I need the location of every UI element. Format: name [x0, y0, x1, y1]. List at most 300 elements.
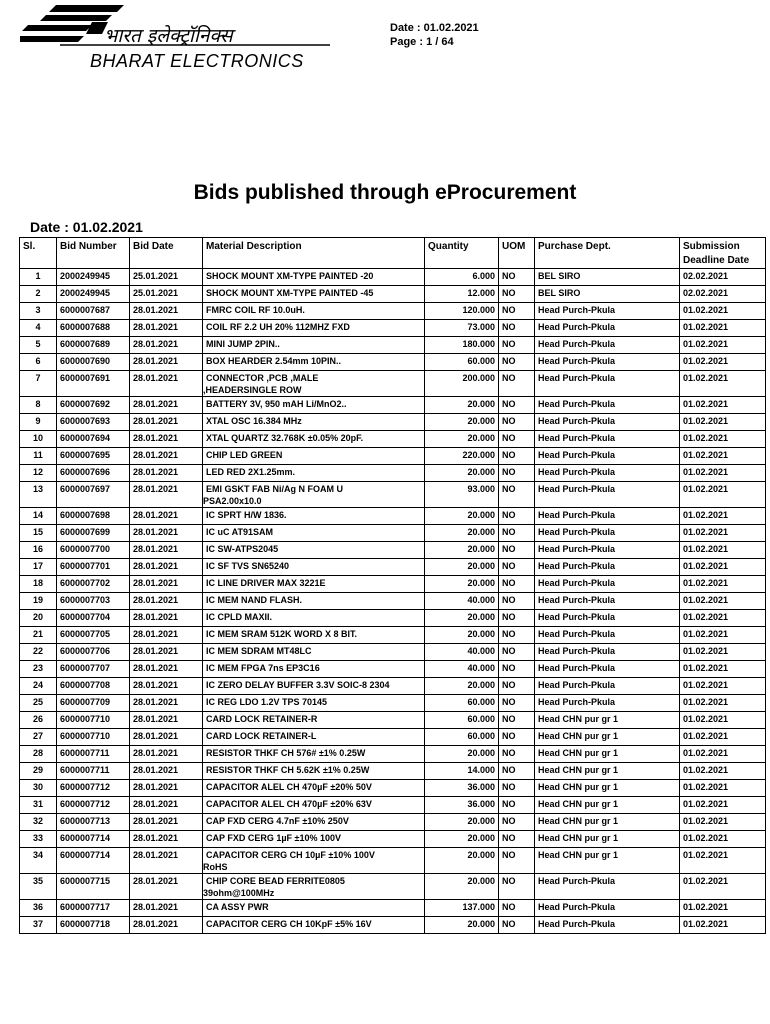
cell-material-description: [203, 780, 425, 797]
cell-bid-date: 28.01.2021: [130, 610, 203, 627]
cell-sl: 15: [20, 525, 57, 542]
cell-material-description: [203, 695, 425, 712]
cell-submission-deadline: 01.02.2021: [680, 678, 766, 695]
table-row: [20, 831, 766, 848]
cell-quantity: 20.000: [425, 627, 499, 644]
table-row: [20, 695, 766, 712]
cell-sl: 25: [20, 695, 57, 712]
table-row: [20, 661, 766, 678]
cell-bid-number: 2000249945: [57, 269, 130, 286]
description-line: CAPACITOR ALEL CH 470µF ±20% 50V: [206, 782, 372, 792]
cell-quantity: 20.000: [425, 414, 499, 431]
cell-sl: 13: [20, 482, 57, 508]
cell-quantity: 20.000: [425, 465, 499, 482]
cell-purchase-dept: Head Purch-Pkula: [535, 559, 680, 576]
cell-submission-deadline: 01.02.2021: [680, 559, 766, 576]
table-row: [20, 780, 766, 797]
table-row: [20, 465, 766, 482]
cell-submission-deadline: 01.02.2021: [680, 780, 766, 797]
cell-quantity: 20.000: [425, 874, 499, 900]
cell-bid-number: 6000007697: [57, 482, 130, 508]
cell-quantity: 20.000: [425, 431, 499, 448]
description-line: MINI JUMP 2PIN..: [206, 339, 280, 349]
cell-uom: NO: [499, 729, 535, 746]
cell-submission-deadline: 01.02.2021: [680, 431, 766, 448]
cell-quantity: 14.000: [425, 763, 499, 780]
cell-bid-number: 6000007713: [57, 814, 130, 831]
bids-table-body: [20, 269, 766, 934]
cell-submission-deadline: 01.02.2021: [680, 831, 766, 848]
cell-submission-deadline: 01.02.2021: [680, 414, 766, 431]
cell-bid-date: 28.01.2021: [130, 874, 203, 900]
description-line: IC MEM NAND FLASH.: [206, 595, 302, 605]
page-title: Bids published through eProcurement: [193, 181, 577, 204]
cell-purchase-dept: Head Purch-Pkula: [535, 661, 680, 678]
table-row: [20, 746, 766, 763]
cell-bid-date: 28.01.2021: [130, 397, 203, 414]
description-line: CONNECTOR ,PCB ,MALE: [206, 373, 319, 383]
cell-bid-date: 28.01.2021: [130, 780, 203, 797]
cell-uom: NO: [499, 746, 535, 763]
cell-quantity: 60.000: [425, 712, 499, 729]
cell-material-description: [203, 917, 425, 934]
cell-uom: NO: [499, 286, 535, 303]
logo-english-text: BHARAT ELECTRONICS: [90, 51, 304, 70]
cell-bid-number: 6000007708: [57, 678, 130, 695]
cell-bid-date: 28.01.2021: [130, 917, 203, 934]
cell-submission-deadline: 01.02.2021: [680, 917, 766, 934]
cell-bid-date: 28.01.2021: [130, 712, 203, 729]
cell-material-description: [203, 482, 425, 508]
cell-bid-date: 28.01.2021: [130, 508, 203, 525]
cell-material-description: [203, 525, 425, 542]
cell-quantity: 20.000: [425, 542, 499, 559]
cell-bid-number: 6000007714: [57, 848, 130, 874]
cell-sl: 8: [20, 397, 57, 414]
cell-sl: 22: [20, 644, 57, 661]
table-row: [20, 678, 766, 695]
description-line: XTAL OSC 16.384 MHz: [206, 416, 302, 426]
cell-quantity: 36.000: [425, 797, 499, 814]
cell-sl: 9: [20, 414, 57, 431]
cell-bid-date: 28.01.2021: [130, 448, 203, 465]
description-line: SHOCK MOUNT XM-TYPE PAINTED -45: [206, 288, 374, 298]
cell-bid-number: 6000007715: [57, 874, 130, 900]
cell-submission-deadline: 01.02.2021: [680, 354, 766, 371]
col-header-bid-number: Bid Number: [57, 238, 130, 269]
cell-uom: NO: [499, 431, 535, 448]
description-line: CAP FXD CERG 4.7nF ±10% 250V: [206, 816, 349, 826]
cell-submission-deadline: 01.02.2021: [680, 746, 766, 763]
table-row: [20, 729, 766, 746]
description-line: LED RED 2X1.25mm.: [206, 467, 296, 477]
cell-uom: NO: [499, 644, 535, 661]
cell-quantity: 20.000: [425, 559, 499, 576]
table-row: [20, 542, 766, 559]
table-row: [20, 559, 766, 576]
cell-submission-deadline: 01.02.2021: [680, 448, 766, 465]
description-line: FMRC COIL RF 10.0uH.: [206, 305, 305, 315]
table-row: [20, 525, 766, 542]
cell-quantity: 60.000: [425, 729, 499, 746]
cell-uom: NO: [499, 482, 535, 508]
cell-submission-deadline: 01.02.2021: [680, 482, 766, 508]
cell-bid-number: 6000007711: [57, 763, 130, 780]
cell-uom: NO: [499, 525, 535, 542]
description-line: IC MEM FPGA 7ns EP3C16: [206, 663, 320, 673]
cell-bid-date: 28.01.2021: [130, 729, 203, 746]
cell-uom: NO: [499, 797, 535, 814]
cell-sl: 30: [20, 780, 57, 797]
cell-bid-number: 6000007703: [57, 593, 130, 610]
table-row: [20, 482, 766, 508]
company-logo: [20, 4, 350, 70]
cell-submission-deadline: 01.02.2021: [680, 661, 766, 678]
cell-uom: NO: [499, 593, 535, 610]
cell-quantity: 20.000: [425, 746, 499, 763]
cell-submission-deadline: 01.02.2021: [680, 712, 766, 729]
description-line: CA ASSY PWR: [206, 902, 269, 912]
cell-sl: 27: [20, 729, 57, 746]
cell-submission-deadline: 01.02.2021: [680, 465, 766, 482]
cell-material-description: [203, 559, 425, 576]
cell-purchase-dept: Head Purch-Pkula: [535, 678, 680, 695]
cell-quantity: 20.000: [425, 525, 499, 542]
cell-material-description: [203, 848, 425, 874]
cell-uom: NO: [499, 337, 535, 354]
cell-bid-date: 28.01.2021: [130, 337, 203, 354]
description-line: IC MEM SRAM 512K WORD X 8 BIT.: [206, 629, 358, 639]
cell-purchase-dept: Head CHN pur gr 1: [535, 746, 680, 763]
cell-submission-deadline: 02.02.2021: [680, 286, 766, 303]
cell-purchase-dept: Head CHN pur gr 1: [535, 712, 680, 729]
cell-sl: 32: [20, 814, 57, 831]
description-line: XTAL QUARTZ 32.768K ±0.05% 20pF.: [206, 433, 364, 443]
cell-material-description: [203, 678, 425, 695]
cell-uom: NO: [499, 559, 535, 576]
cell-bid-date: 28.01.2021: [130, 354, 203, 371]
cell-purchase-dept: BEL SIRO: [535, 286, 680, 303]
cell-purchase-dept: Head CHN pur gr 1: [535, 831, 680, 848]
cell-quantity: 6.000: [425, 269, 499, 286]
cell-uom: NO: [499, 712, 535, 729]
cell-material-description: [203, 763, 425, 780]
cell-bid-number: 6000007711: [57, 746, 130, 763]
cell-submission-deadline: 01.02.2021: [680, 542, 766, 559]
cell-sl: 7: [20, 371, 57, 397]
cell-bid-number: 6000007698: [57, 508, 130, 525]
cell-bid-date: 28.01.2021: [130, 593, 203, 610]
description-line: IC MEM SDRAM MT48LC: [206, 646, 312, 656]
cell-bid-number: 6000007688: [57, 320, 130, 337]
table-row: [20, 303, 766, 320]
cell-uom: NO: [499, 763, 535, 780]
cell-bid-number: 6000007700: [57, 542, 130, 559]
table-row: [20, 874, 766, 900]
cell-material-description: [203, 593, 425, 610]
cell-material-description: [203, 644, 425, 661]
cell-quantity: 20.000: [425, 917, 499, 934]
col-header-bid-date: Bid Date: [130, 238, 203, 269]
bel-emblem-icon: [20, 4, 350, 70]
cell-uom: NO: [499, 661, 535, 678]
cell-material-description: [203, 874, 425, 900]
cell-sl: 35: [20, 874, 57, 900]
cell-purchase-dept: Head Purch-Pkula: [535, 644, 680, 661]
cell-bid-date: 28.01.2021: [130, 900, 203, 917]
cell-sl: 10: [20, 431, 57, 448]
cell-bid-date: 28.01.2021: [130, 431, 203, 448]
cell-quantity: 200.000: [425, 371, 499, 397]
cell-bid-date: 28.01.2021: [130, 559, 203, 576]
cell-purchase-dept: Head Purch-Pkula: [535, 593, 680, 610]
cell-submission-deadline: 01.02.2021: [680, 397, 766, 414]
cell-material-description: [203, 320, 425, 337]
table-row: [20, 414, 766, 431]
table-row: [20, 576, 766, 593]
cell-uom: NO: [499, 508, 535, 525]
cell-sl: 26: [20, 712, 57, 729]
cell-quantity: 120.000: [425, 303, 499, 320]
cell-bid-number: 2000249945: [57, 286, 130, 303]
description-line: IC SPRT H/W 1836.: [206, 510, 287, 520]
description-line: IC SF TVS SN65240: [206, 561, 290, 571]
cell-quantity: 20.000: [425, 508, 499, 525]
cell-submission-deadline: 01.02.2021: [680, 627, 766, 644]
table-row: [20, 763, 766, 780]
cell-submission-deadline: 01.02.2021: [680, 508, 766, 525]
cell-purchase-dept: BEL SIRO: [535, 269, 680, 286]
cell-purchase-dept: Head CHN pur gr 1: [535, 797, 680, 814]
cell-sl: 1: [20, 269, 57, 286]
cell-quantity: 20.000: [425, 848, 499, 874]
cell-purchase-dept: Head Purch-Pkula: [535, 900, 680, 917]
table-row: [20, 644, 766, 661]
description-line: IC CPLD MAXII.: [206, 612, 273, 622]
cell-submission-deadline: 01.02.2021: [680, 848, 766, 874]
cell-bid-date: 28.01.2021: [130, 814, 203, 831]
cell-bid-date: 28.01.2021: [130, 414, 203, 431]
cell-bid-date: 28.01.2021: [130, 482, 203, 508]
cell-purchase-dept: Head Purch-Pkula: [535, 320, 680, 337]
description-line: CARD LOCK RETAINER-L: [206, 731, 317, 741]
cell-sl: 34: [20, 848, 57, 874]
cell-uom: NO: [499, 576, 535, 593]
cell-purchase-dept: Head Purch-Pkula: [535, 508, 680, 525]
cell-purchase-dept: Head Purch-Pkula: [535, 303, 680, 320]
table-row: [20, 354, 766, 371]
cell-uom: NO: [499, 303, 535, 320]
cell-uom: NO: [499, 542, 535, 559]
cell-sl: 33: [20, 831, 57, 848]
cell-uom: NO: [499, 397, 535, 414]
cell-sl: 31: [20, 797, 57, 814]
cell-material-description: [203, 371, 425, 397]
cell-material-description: [203, 286, 425, 303]
description-line: IC ZERO DELAY BUFFER 3.3V SOIC-8 2304: [206, 680, 390, 690]
cell-purchase-dept: Head Purch-Pkula: [535, 542, 680, 559]
cell-bid-date: 28.01.2021: [130, 746, 203, 763]
cell-purchase-dept: Head CHN pur gr 1: [535, 763, 680, 780]
col-header-purchase-dept: Purchase Dept.: [535, 238, 680, 269]
description-line: SHOCK MOUNT XM-TYPE PAINTED -20: [206, 271, 374, 281]
cell-purchase-dept: Head CHN pur gr 1: [535, 848, 680, 874]
report-date: Date : 01.02.2021: [30, 219, 143, 235]
cell-uom: NO: [499, 848, 535, 874]
cell-sl: 12: [20, 465, 57, 482]
cell-quantity: 180.000: [425, 337, 499, 354]
cell-uom: NO: [499, 354, 535, 371]
description-line: CHIP CORE BEAD FERRITE0805: [206, 876, 345, 886]
description-continuation: ,HEADERSINGLE ROW: [203, 385, 302, 395]
cell-bid-date: 28.01.2021: [130, 525, 203, 542]
cell-material-description: [203, 465, 425, 482]
cell-bid-number: 6000007690: [57, 354, 130, 371]
cell-submission-deadline: 01.02.2021: [680, 644, 766, 661]
cell-material-description: [203, 448, 425, 465]
cell-bid-number: 6000007693: [57, 414, 130, 431]
cell-material-description: [203, 814, 425, 831]
cell-submission-deadline: 01.02.2021: [680, 610, 766, 627]
table-row: [20, 610, 766, 627]
cell-bid-number: 6000007695: [57, 448, 130, 465]
table-row: [20, 900, 766, 917]
cell-submission-deadline: 01.02.2021: [680, 729, 766, 746]
cell-bid-number: 6000007692: [57, 397, 130, 414]
description-line: IC LINE DRIVER MAX 3221E: [206, 578, 326, 588]
cell-bid-number: 6000007694: [57, 431, 130, 448]
cell-material-description: [203, 269, 425, 286]
cell-submission-deadline: 01.02.2021: [680, 525, 766, 542]
cell-uom: NO: [499, 900, 535, 917]
cell-uom: NO: [499, 874, 535, 900]
table-row: [20, 917, 766, 934]
cell-purchase-dept: Head CHN pur gr 1: [535, 729, 680, 746]
table-row: [20, 797, 766, 814]
cell-bid-number: 6000007705: [57, 627, 130, 644]
cell-material-description: [203, 397, 425, 414]
cell-sl: 37: [20, 917, 57, 934]
bids-table: [19, 237, 766, 934]
cell-material-description: [203, 431, 425, 448]
cell-submission-deadline: 01.02.2021: [680, 900, 766, 917]
cell-uom: NO: [499, 678, 535, 695]
cell-bid-number: 6000007714: [57, 831, 130, 848]
col-header-submission-deadline: Submission Deadline Date: [680, 238, 766, 269]
cell-bid-date: 28.01.2021: [130, 465, 203, 482]
cell-bid-number: 6000007696: [57, 465, 130, 482]
cell-submission-deadline: 01.02.2021: [680, 797, 766, 814]
cell-quantity: 36.000: [425, 780, 499, 797]
cell-material-description: [203, 337, 425, 354]
cell-sl: 5: [20, 337, 57, 354]
cell-sl: 2: [20, 286, 57, 303]
cell-material-description: [203, 303, 425, 320]
cell-quantity: 20.000: [425, 814, 499, 831]
cell-bid-date: 28.01.2021: [130, 661, 203, 678]
cell-material-description: [203, 831, 425, 848]
cell-material-description: [203, 900, 425, 917]
cell-quantity: 40.000: [425, 593, 499, 610]
cell-quantity: 20.000: [425, 678, 499, 695]
cell-sl: 18: [20, 576, 57, 593]
cell-bid-number: 6000007706: [57, 644, 130, 661]
cell-submission-deadline: 01.02.2021: [680, 337, 766, 354]
cell-bid-number: 6000007712: [57, 797, 130, 814]
description-line: BOX HEARDER 2.54mm 10PIN..: [206, 356, 342, 366]
cell-sl: 16: [20, 542, 57, 559]
cell-material-description: [203, 610, 425, 627]
cell-submission-deadline: 01.02.2021: [680, 593, 766, 610]
cell-submission-deadline: 01.02.2021: [680, 371, 766, 397]
cell-sl: 23: [20, 661, 57, 678]
cell-quantity: 137.000: [425, 900, 499, 917]
cell-bid-date: 28.01.2021: [130, 644, 203, 661]
cell-quantity: 12.000: [425, 286, 499, 303]
header-date: Date : 01.02.2021: [390, 22, 479, 34]
cell-bid-number: 6000007701: [57, 559, 130, 576]
cell-bid-date: 28.01.2021: [130, 303, 203, 320]
table-row: [20, 593, 766, 610]
cell-quantity: 20.000: [425, 576, 499, 593]
cell-purchase-dept: Head CHN pur gr 1: [535, 814, 680, 831]
cell-bid-date: 28.01.2021: [130, 320, 203, 337]
cell-sl: 17: [20, 559, 57, 576]
table-row: [20, 431, 766, 448]
cell-uom: NO: [499, 414, 535, 431]
cell-quantity: 40.000: [425, 661, 499, 678]
description-line: CAP FXD CERG 1µF ±10% 100V: [206, 833, 342, 843]
cell-sl: 36: [20, 900, 57, 917]
cell-submission-deadline: 02.02.2021: [680, 269, 766, 286]
col-header-uom: UOM: [499, 238, 535, 269]
cell-quantity: 40.000: [425, 644, 499, 661]
table-row: [20, 371, 766, 397]
table-row: [20, 508, 766, 525]
cell-submission-deadline: 01.02.2021: [680, 695, 766, 712]
description-line: IC REG LDO 1.2V TPS 70145: [206, 697, 328, 707]
cell-bid-date: 28.01.2021: [130, 763, 203, 780]
cell-bid-number: 6000007710: [57, 712, 130, 729]
cell-bid-number: 6000007689: [57, 337, 130, 354]
cell-submission-deadline: 01.02.2021: [680, 576, 766, 593]
cell-uom: NO: [499, 627, 535, 644]
logo-hindi-text: भारत इलेक्ट्रॉनिक्स: [104, 25, 233, 47]
cell-material-description: [203, 746, 425, 763]
cell-bid-date: 28.01.2021: [130, 797, 203, 814]
description-line: RESISTOR THKF CH 576# ±1% 0.25W: [206, 748, 366, 758]
cell-purchase-dept: Head Purch-Pkula: [535, 397, 680, 414]
cell-purchase-dept: Head CHN pur gr 1: [535, 780, 680, 797]
table-row: [20, 397, 766, 414]
description-line: IC SW-ATPS2045: [206, 544, 279, 554]
cell-uom: NO: [499, 269, 535, 286]
description-line: CAPACITOR CERG CH 10KpF ±5% 16V: [206, 919, 372, 929]
col-header-material-description: Material Description: [203, 238, 425, 269]
cell-sl: 11: [20, 448, 57, 465]
table-row: [20, 712, 766, 729]
cell-quantity: 220.000: [425, 448, 499, 465]
cell-bid-number: 6000007687: [57, 303, 130, 320]
cell-bid-number: 6000007709: [57, 695, 130, 712]
cell-bid-date: 28.01.2021: [130, 848, 203, 874]
table-header-row: [20, 238, 766, 269]
cell-sl: 6: [20, 354, 57, 371]
cell-sl: 20: [20, 610, 57, 627]
table-row: [20, 337, 766, 354]
cell-purchase-dept: Head Purch-Pkula: [535, 448, 680, 465]
cell-bid-number: 6000007712: [57, 780, 130, 797]
